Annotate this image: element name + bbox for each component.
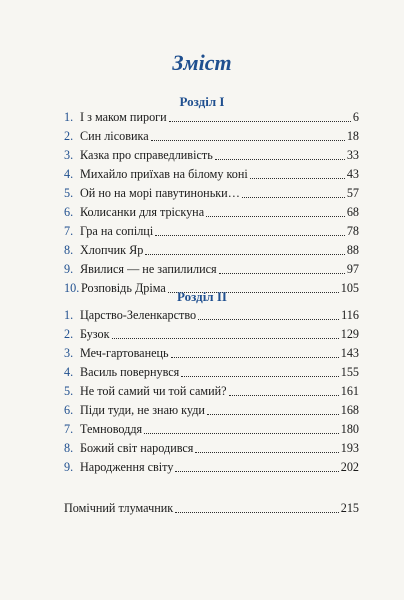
toc-entry[interactable] [64, 419, 359, 437]
toc-entry-page: 155 [340, 365, 359, 379]
toc-leader-dots [242, 197, 345, 198]
toc-entry-page: 57 [346, 186, 359, 200]
toc-entry-page: 33 [346, 148, 359, 162]
toc-entry-page: 18 [346, 129, 359, 143]
toc-leader-dots [169, 121, 351, 122]
toc-entry-number: 2. [64, 129, 74, 143]
toc-entry-page: 202 [340, 460, 359, 474]
toc-entry-title: Меч-гартованець [80, 346, 169, 360]
toc-leader-dots [229, 395, 339, 396]
toc-entry-page: 68 [346, 205, 359, 219]
toc-leader-dots [144, 433, 339, 434]
toc-entry-page: 6 [352, 110, 359, 124]
toc-entry-number: 8. [64, 441, 74, 455]
toc-leader-dots [155, 235, 345, 236]
toc-leader-dots [171, 357, 339, 358]
toc-entry-number: 7. [64, 224, 74, 238]
toc-entry[interactable] [64, 457, 359, 475]
toc-entry-number: 1. [64, 308, 74, 322]
toc-entry-page: 78 [346, 224, 359, 238]
toc-entry-page: 143 [340, 346, 359, 360]
toc-entry[interactable] [64, 400, 359, 418]
toc-entry-title: Колисанки для тріскуна [80, 205, 205, 219]
toc-entry-number: 4. [64, 365, 74, 379]
toc-entry-page: 105 [340, 281, 359, 295]
toc-leader-dots [207, 414, 339, 415]
toc-entry-number: 2. [64, 327, 74, 341]
toc-entry-title: Царство-Зеленкарство [80, 308, 197, 322]
toc-entry[interactable] [64, 107, 359, 125]
toc-leader-dots [151, 140, 345, 141]
toc-entry-page: 161 [340, 384, 359, 398]
page-title: Зміст [172, 50, 232, 75]
toc-entry-title: Казка про справедливість [80, 148, 213, 162]
section-title-2: Розділ II [177, 289, 227, 304]
toc-leader-dots [195, 452, 338, 453]
toc-entry-title: Син лісовика [80, 129, 149, 143]
toc-entry-number: 10. [64, 281, 80, 295]
toc-entry-number: 6. [64, 205, 74, 219]
toc-entry-title: Божий світ народився [80, 441, 194, 455]
toc-entry[interactable] [64, 324, 359, 342]
toc-leader-dots [181, 376, 338, 377]
toc-entry-title: Темноводдя [80, 422, 143, 436]
toc-entry-title: Явилися — не запилилися [80, 262, 217, 276]
toc-entry-title: Розповідь Дріма [81, 281, 166, 295]
toc-entry[interactable] [64, 259, 359, 277]
toc-entry[interactable] [64, 240, 359, 258]
toc-entry-number: 5. [64, 186, 74, 200]
toc-entry-title: Ой но на морі павутиноньки… [80, 186, 240, 200]
toc-entry-number: 7. [64, 422, 74, 436]
toc-entry[interactable] [64, 343, 359, 361]
toc-leader-dots [198, 319, 339, 320]
toc-entry-number: 6. [64, 403, 74, 417]
toc-leader-dots [215, 159, 345, 160]
toc-entry-number: 8. [64, 243, 74, 257]
toc-entry-page: 168 [340, 403, 359, 417]
toc-entry-page: 116 [341, 308, 359, 322]
toc-entry[interactable] [64, 362, 359, 380]
toc-entry-number: 9. [64, 262, 74, 276]
toc-entry[interactable] [64, 164, 359, 182]
toc-entry-title: І з маком пироги [80, 110, 167, 124]
section-title-1: Розділ I [179, 94, 225, 109]
toc-entry-title: Михайло приїхав на білому коні [80, 167, 248, 181]
toc-entry[interactable] [64, 305, 359, 323]
toc-entry-title: Помічний тлумачник [64, 501, 174, 515]
toc-leader-dots [112, 338, 339, 339]
toc-entry[interactable] [64, 438, 359, 456]
toc-entry-title: Василь повернувся [80, 365, 180, 379]
toc-entry-number: 4. [64, 167, 74, 181]
toc-entry-title: Не той самий чи той самий? [80, 384, 227, 398]
toc-entry[interactable] [64, 183, 359, 201]
toc-leader-dots [175, 471, 338, 472]
toc-entry-page: 180 [340, 422, 359, 436]
toc-entry-title: Бузок [80, 327, 110, 341]
toc-leader-dots [175, 512, 339, 513]
toc-entry-page: 193 [340, 441, 359, 455]
toc-entry-page: 97 [346, 262, 359, 276]
toc-entry-page: 129 [340, 327, 359, 341]
toc-entry-page: 88 [346, 243, 359, 257]
toc-entry[interactable] [64, 221, 359, 239]
toc-entry-title: Народження світу [80, 460, 174, 474]
toc-entry-title: Піди туди, не знаю куди [80, 403, 205, 417]
toc-leader-dots [250, 178, 345, 179]
toc-leader-dots [219, 273, 345, 274]
toc-entry-appendix[interactable] [64, 498, 359, 516]
toc-entry[interactable] [64, 202, 359, 220]
toc-entry-number: 3. [64, 346, 74, 360]
toc-entry-page: 43 [346, 167, 359, 181]
toc-entry-number: 1. [64, 110, 74, 124]
toc-entry[interactable] [64, 126, 359, 144]
toc-entry-title: Хлопчик Яр [80, 243, 144, 257]
toc-leader-dots [206, 216, 345, 217]
toc-entry-number: 3. [64, 148, 74, 162]
toc-entry-page: 215 [340, 501, 359, 515]
toc-entry-title: Гра на сопілці [80, 224, 154, 238]
toc-entry[interactable] [64, 145, 359, 163]
toc-entry-number: 9. [64, 460, 74, 474]
toc-entry[interactable] [64, 381, 359, 399]
toc-entry-number: 5. [64, 384, 74, 398]
toc-leader-dots [145, 254, 344, 255]
